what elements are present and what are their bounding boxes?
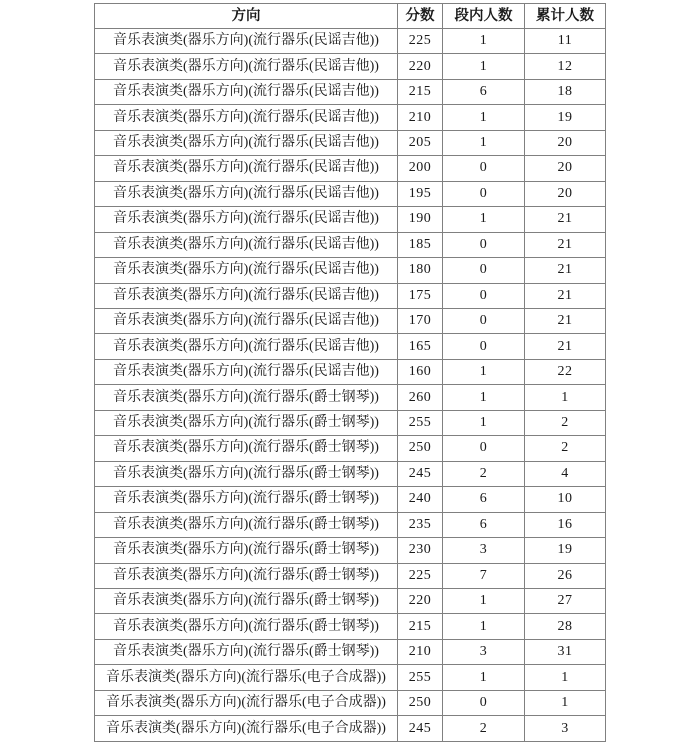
cell-score: 185 [398, 232, 443, 257]
cell-segment-count: 1 [443, 410, 525, 435]
table-row [95, 359, 606, 384]
cell-cumulative-count: 20 [525, 156, 606, 181]
cell-direction: 音乐表演类(器乐方向)(流行器乐(电子合成器)) [95, 716, 398, 742]
cell-segment-count: 1 [443, 588, 525, 613]
cell-segment-count: 6 [443, 79, 525, 104]
cell-segment-count: 1 [443, 359, 525, 384]
table-row [95, 461, 606, 486]
cell-score: 245 [398, 461, 443, 486]
cell-cumulative-count: 20 [525, 130, 606, 155]
cell-segment-count: 1 [443, 105, 525, 130]
table-row [95, 588, 606, 613]
cell-score: 165 [398, 334, 443, 359]
cell-cumulative-count: 1 [525, 665, 606, 690]
cell-segment-count: 0 [443, 181, 525, 206]
cell-direction: 音乐表演类(器乐方向)(流行器乐(爵士钢琴)) [95, 639, 398, 664]
cell-score: 195 [398, 181, 443, 206]
table-row [95, 665, 606, 690]
cell-cumulative-count: 21 [525, 207, 606, 232]
cell-direction: 音乐表演类(器乐方向)(流行器乐(爵士钢琴)) [95, 512, 398, 537]
cell-score: 225 [398, 563, 443, 588]
cell-cumulative-count: 21 [525, 258, 606, 283]
cell-cumulative-count: 21 [525, 232, 606, 257]
cell-cumulative-count: 2 [525, 410, 606, 435]
cell-segment-count: 0 [443, 283, 525, 308]
cell-score: 200 [398, 156, 443, 181]
cell-score: 240 [398, 487, 443, 512]
table-row [95, 614, 606, 639]
cell-direction: 音乐表演类(器乐方向)(流行器乐(民谣吉他)) [95, 232, 398, 257]
cell-direction: 音乐表演类(器乐方向)(流行器乐(民谣吉他)) [95, 130, 398, 155]
cell-direction: 音乐表演类(器乐方向)(流行器乐(民谣吉他)) [95, 54, 398, 79]
cell-score: 250 [398, 690, 443, 715]
cell-score: 255 [398, 665, 443, 690]
table-row [95, 29, 606, 54]
table-row [95, 385, 606, 410]
cell-score: 220 [398, 54, 443, 79]
table-row [95, 716, 606, 742]
cell-score: 180 [398, 258, 443, 283]
cell-cumulative-count: 3 [525, 716, 606, 742]
cell-segment-count: 0 [443, 232, 525, 257]
table-row [95, 538, 606, 563]
cell-score: 210 [398, 639, 443, 664]
table-row [95, 258, 606, 283]
cell-direction: 音乐表演类(器乐方向)(流行器乐(民谣吉他)) [95, 334, 398, 359]
table-row [95, 512, 606, 537]
cell-cumulative-count: 4 [525, 461, 606, 486]
table-row [95, 639, 606, 664]
cell-direction: 音乐表演类(器乐方向)(流行器乐(民谣吉他)) [95, 79, 398, 104]
header-row [95, 4, 606, 29]
cell-segment-count: 0 [443, 156, 525, 181]
cell-score: 205 [398, 130, 443, 155]
table-row [95, 207, 606, 232]
cell-cumulative-count: 16 [525, 512, 606, 537]
table-row [95, 54, 606, 79]
cell-segment-count: 1 [443, 29, 525, 54]
cell-segment-count: 1 [443, 385, 525, 410]
cell-cumulative-count: 31 [525, 639, 606, 664]
cell-segment-count: 0 [443, 258, 525, 283]
cell-cumulative-count: 10 [525, 487, 606, 512]
cell-direction: 音乐表演类(器乐方向)(流行器乐(爵士钢琴)) [95, 410, 398, 435]
score-distribution-table [94, 3, 606, 742]
table-row [95, 690, 606, 715]
cell-direction: 音乐表演类(器乐方向)(流行器乐(民谣吉他)) [95, 29, 398, 54]
cell-direction: 音乐表演类(器乐方向)(流行器乐(电子合成器)) [95, 665, 398, 690]
cell-cumulative-count: 22 [525, 359, 606, 384]
cell-segment-count: 1 [443, 130, 525, 155]
cell-cumulative-count: 21 [525, 283, 606, 308]
cell-segment-count: 3 [443, 639, 525, 664]
cell-direction: 音乐表演类(器乐方向)(流行器乐(民谣吉他)) [95, 258, 398, 283]
cell-segment-count: 1 [443, 54, 525, 79]
cell-score: 230 [398, 538, 443, 563]
cell-direction: 音乐表演类(器乐方向)(流行器乐(爵士钢琴)) [95, 614, 398, 639]
cell-score: 210 [398, 105, 443, 130]
table-row [95, 283, 606, 308]
cell-direction: 音乐表演类(器乐方向)(流行器乐(爵士钢琴)) [95, 461, 398, 486]
cell-segment-count: 2 [443, 461, 525, 486]
table-row [95, 105, 606, 130]
cell-cumulative-count: 21 [525, 334, 606, 359]
cell-direction: 音乐表演类(器乐方向)(流行器乐(爵士钢琴)) [95, 487, 398, 512]
cell-score: 245 [398, 716, 443, 742]
cell-segment-count: 1 [443, 614, 525, 639]
cell-cumulative-count: 1 [525, 690, 606, 715]
cell-cumulative-count: 1 [525, 385, 606, 410]
cell-score: 220 [398, 588, 443, 613]
cell-cumulative-count: 20 [525, 181, 606, 206]
cell-score: 255 [398, 410, 443, 435]
cell-direction: 音乐表演类(器乐方向)(流行器乐(民谣吉他)) [95, 181, 398, 206]
cell-segment-count: 7 [443, 563, 525, 588]
cell-score: 160 [398, 359, 443, 384]
cell-segment-count: 1 [443, 207, 525, 232]
cell-segment-count: 0 [443, 334, 525, 359]
column-header-score: 分数 [398, 4, 443, 29]
cell-direction: 音乐表演类(器乐方向)(流行器乐(爵士钢琴)) [95, 563, 398, 588]
table-row [95, 232, 606, 257]
table-row [95, 436, 606, 461]
cell-cumulative-count: 18 [525, 79, 606, 104]
column-header-segment-count: 段内人数 [443, 4, 525, 29]
cell-score: 175 [398, 283, 443, 308]
table-row [95, 156, 606, 181]
cell-segment-count: 0 [443, 308, 525, 333]
column-header-direction: 方向 [95, 4, 398, 29]
cell-cumulative-count: 27 [525, 588, 606, 613]
table-row [95, 181, 606, 206]
table-row [95, 563, 606, 588]
cell-direction: 音乐表演类(器乐方向)(流行器乐(民谣吉他)) [95, 308, 398, 333]
cell-direction: 音乐表演类(器乐方向)(流行器乐(爵士钢琴)) [95, 588, 398, 613]
cell-score: 215 [398, 614, 443, 639]
cell-direction: 音乐表演类(器乐方向)(流行器乐(民谣吉他)) [95, 359, 398, 384]
cell-direction: 音乐表演类(器乐方向)(流行器乐(民谣吉他)) [95, 156, 398, 181]
cell-score: 190 [398, 207, 443, 232]
table-row [95, 308, 606, 333]
table-header [95, 4, 606, 29]
table-row [95, 487, 606, 512]
cell-cumulative-count: 19 [525, 105, 606, 130]
cell-cumulative-count: 21 [525, 308, 606, 333]
cell-segment-count: 1 [443, 665, 525, 690]
cell-direction: 音乐表演类(器乐方向)(流行器乐(民谣吉他)) [95, 283, 398, 308]
cell-direction: 音乐表演类(器乐方向)(流行器乐(电子合成器)) [95, 690, 398, 715]
cell-cumulative-count: 12 [525, 54, 606, 79]
cell-segment-count: 3 [443, 538, 525, 563]
table-row [95, 130, 606, 155]
table-row [95, 79, 606, 104]
cell-score: 260 [398, 385, 443, 410]
cell-direction: 音乐表演类(器乐方向)(流行器乐(爵士钢琴)) [95, 436, 398, 461]
cell-score: 170 [398, 308, 443, 333]
table-body [95, 29, 606, 742]
cell-segment-count: 6 [443, 487, 525, 512]
cell-score: 235 [398, 512, 443, 537]
cell-cumulative-count: 2 [525, 436, 606, 461]
cell-direction: 音乐表演类(器乐方向)(流行器乐(民谣吉他)) [95, 105, 398, 130]
cell-direction: 音乐表演类(器乐方向)(流行器乐(爵士钢琴)) [95, 538, 398, 563]
cell-cumulative-count: 11 [525, 29, 606, 54]
table-row [95, 334, 606, 359]
cell-cumulative-count: 28 [525, 614, 606, 639]
cell-segment-count: 0 [443, 690, 525, 715]
cell-cumulative-count: 26 [525, 563, 606, 588]
cell-score: 250 [398, 436, 443, 461]
cell-score: 215 [398, 79, 443, 104]
cell-segment-count: 0 [443, 436, 525, 461]
table-row [95, 410, 606, 435]
cell-direction: 音乐表演类(器乐方向)(流行器乐(民谣吉他)) [95, 207, 398, 232]
cell-segment-count: 6 [443, 512, 525, 537]
cell-cumulative-count: 19 [525, 538, 606, 563]
cell-score: 225 [398, 29, 443, 54]
cell-segment-count: 2 [443, 716, 525, 742]
cell-direction: 音乐表演类(器乐方向)(流行器乐(爵士钢琴)) [95, 385, 398, 410]
column-header-cumulative-count: 累计人数 [525, 4, 606, 29]
